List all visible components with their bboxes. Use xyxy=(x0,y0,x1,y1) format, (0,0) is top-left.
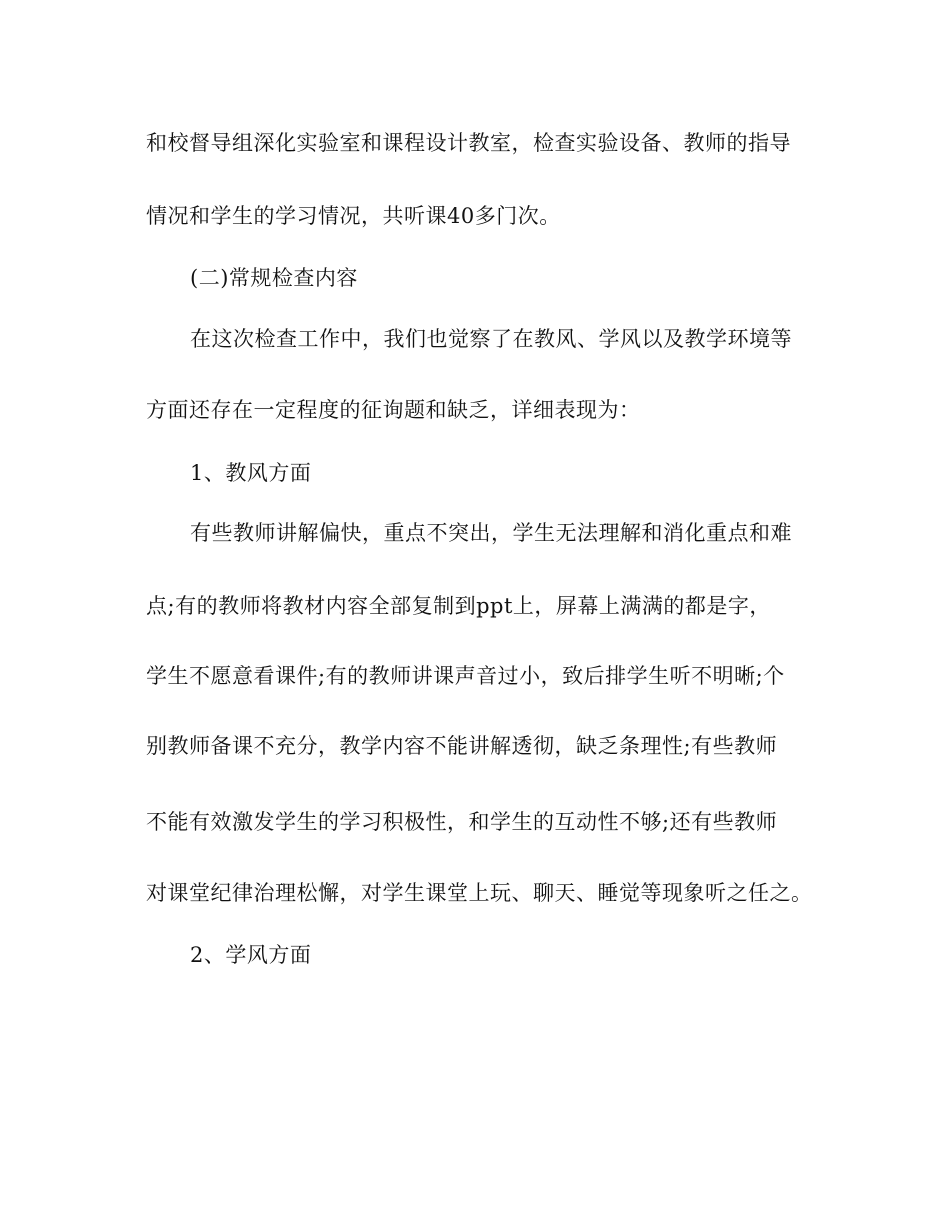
paragraph-line: 方面还存在一定程度的征询题和缺乏，详细表现为： xyxy=(146,398,641,422)
subsection-heading: 2、学风方面 xyxy=(190,943,312,967)
paragraph-line: 在这次检查工作中，我们也觉察了在教风、学风以及教学环境等 xyxy=(190,327,792,351)
paragraph-line: 有些教师讲解偏快，重点不突出，学生无法理解和消化重点和难 xyxy=(190,521,792,545)
paragraph-line: 点;有的教师将教材内容全部复制到ppt上，屏幕上满满的都是字， xyxy=(146,594,771,618)
paragraph-line: 和校督导组深化实验室和课程设计教室，检查实验设备、教师的指导 xyxy=(146,131,791,155)
subsection-heading: 1、教风方面 xyxy=(190,461,312,485)
paragraph-line: 情况和学生的学习情况，共听课40多门次。 xyxy=(146,204,561,228)
section-heading: (二)常规检查内容 xyxy=(190,266,358,290)
paragraph-line: 学生不愿意看课件;有的教师讲课声音过小，致后排学生听不明晰;个 xyxy=(146,664,785,688)
paragraph-line: 不能有效激发学生的学习积极性，和学生的互动性不够;还有些教师 xyxy=(146,810,778,834)
paragraph-line: 对课堂纪律治理松懈，对学生课堂上玩、聊天、睡觉等现象听之任之。 xyxy=(146,881,813,905)
paragraph-line: 别教师备课不充分，教学内容不能讲解透彻，缺乏条理性;有些教师 xyxy=(146,734,778,758)
